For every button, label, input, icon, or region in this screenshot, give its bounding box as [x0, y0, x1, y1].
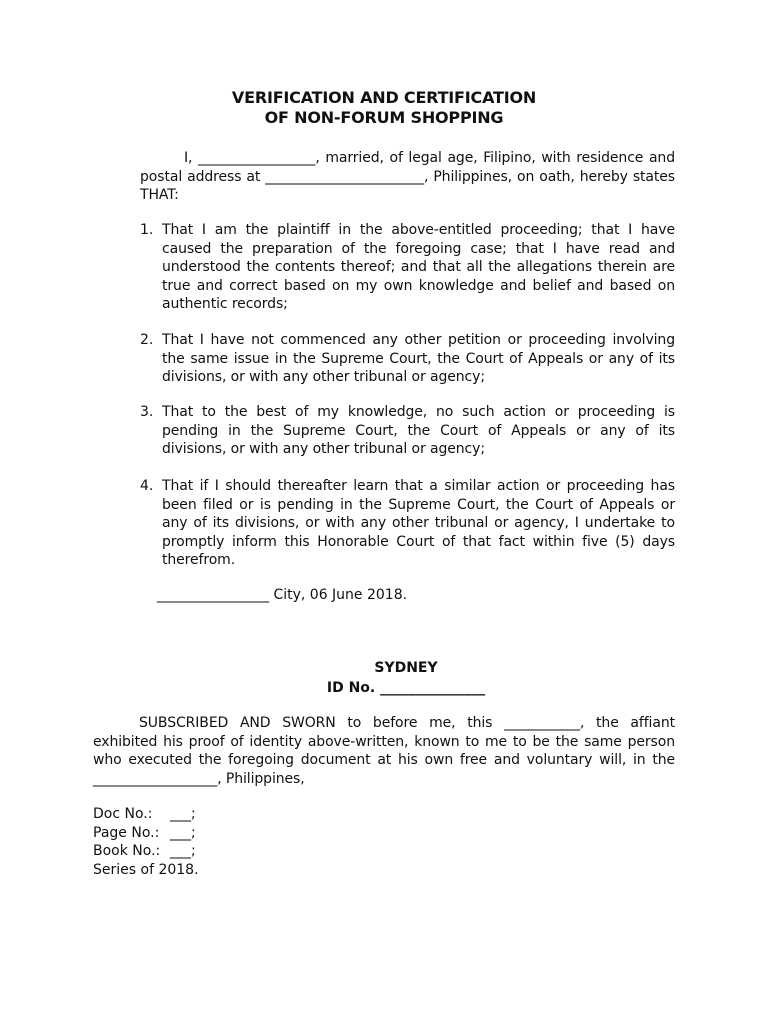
- book-no-value: ___;: [170, 843, 196, 859]
- register-row-page: [93, 824, 199, 843]
- series-label: Series of 2018.: [93, 861, 199, 878]
- list-item-number: 4.: [140, 478, 154, 494]
- list-item-number: 2.: [140, 332, 154, 348]
- signer-name: SYDNEY: [374, 660, 438, 676]
- list-item-text: That to the best of my knowledge, no such action or proceeding is pending in the Supreme Court, the Court of Appeals or any of its divisions, or with any other tribunal or agency;: [162, 404, 675, 457]
- jurat-paragraph: SUBSCRIBED AND SWORN to before me, this ___________, the affiant exhibited his proof of identity above-written, known to me to be the same person who executed the foregoing document at his own free and voluntary will, in the __________________, Philippines,: [93, 715, 675, 787]
- notarial-register: [93, 805, 199, 879]
- signer-id: ID No. _______________: [326, 680, 486, 696]
- list-item: [140, 331, 675, 387]
- document-title-line1: VERIFICATION AND CERTIFICATION: [231, 88, 537, 107]
- list-item-number: 1.: [140, 222, 154, 238]
- list-item: [140, 477, 675, 570]
- dateline: ________________ City, 06 June 2018.: [157, 587, 408, 603]
- list-item-text: That if I should thereafter learn that a similar action or proceeding has been filed or is pending in the Supreme Court, the Court of Appeals or any of its divisions, or with any other tribunal or agency, I undertake to promptly inform this Honorable Court of that fact within five (5) days therefrom.: [162, 478, 675, 568]
- list-item-text: That I have not commenced any other petition or proceeding involving the same issue in the Supreme Court, the Court of Appeals or any of its divisions, or with any other tribunal or agency;: [162, 332, 675, 385]
- page-no-label: Page No.:: [93, 824, 160, 841]
- list-item-text: That I am the plaintiff in the above-entitled proceeding; that I have caused the preparation of the foregoing case; that I have read and understood the contents thereof; and that all the allegations therein are true and correct based on my own knowledge and belief and based on authentic records;: [162, 222, 675, 312]
- list-item: [140, 221, 675, 314]
- intro-paragraph: I, _________________, married, of legal age, Filipino, with residence and postal address at _______________________, Philippines, on oath, hereby states THAT:: [140, 150, 675, 203]
- doc-no-value: ___;: [170, 806, 196, 822]
- book-no-label: Book No.:: [93, 843, 161, 859]
- page-no-value: ___;: [170, 824, 196, 841]
- document-title-line2: OF NON-FORUM SHOPPING: [264, 108, 504, 127]
- register-row-book: [93, 842, 199, 861]
- list-item: [140, 403, 675, 459]
- list-item-number: 3.: [140, 404, 154, 420]
- doc-no-label: Doc No.:: [93, 806, 153, 822]
- register-row-series: [93, 861, 199, 880]
- register-row-doc: [93, 805, 199, 824]
